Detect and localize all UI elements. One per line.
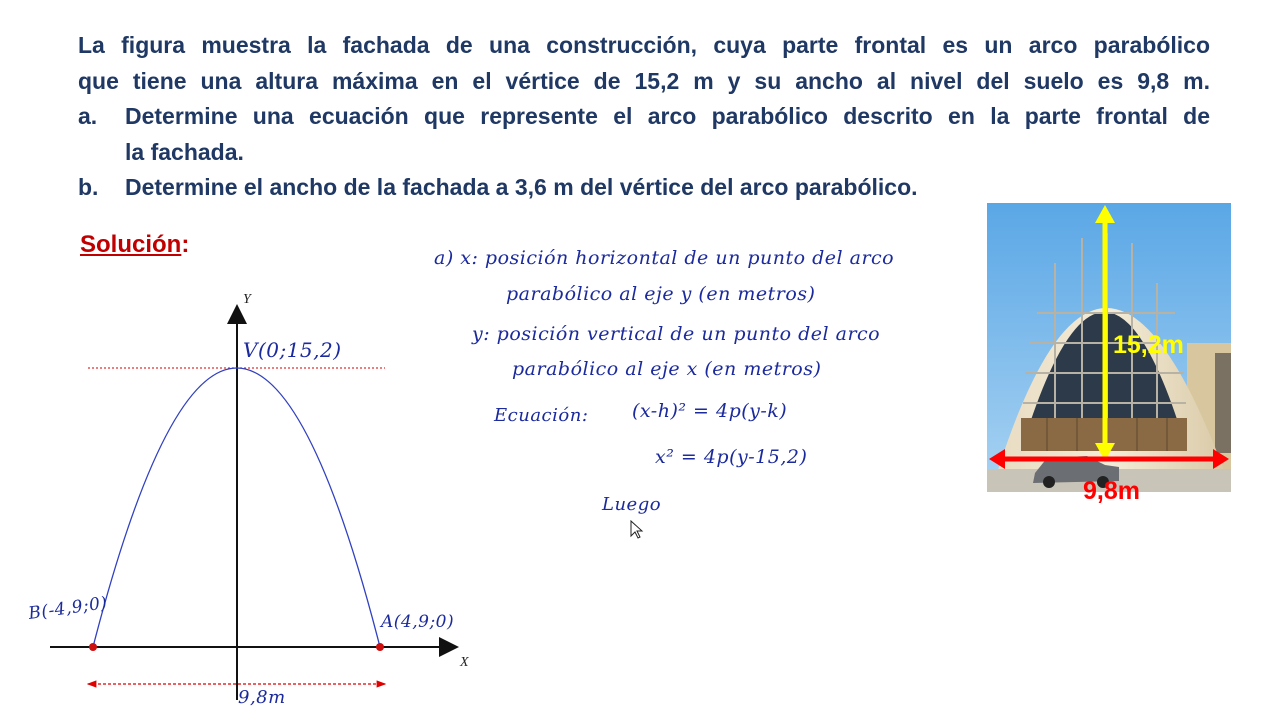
intro-line-2: que tiene una altura máxima en el vértice de 15,2 m y su ancho al nivel del suelo es 9,8 m. <box>78 67 1210 94</box>
item-a-letter: a. <box>78 103 98 129</box>
item-a-line-2: la fachada. <box>125 138 244 165</box>
note-line-2: parabólico al eje y (en metros) <box>506 283 816 305</box>
y-axis-label: Y <box>243 292 251 307</box>
note-line-3: y: posición vertical de un punto del arco <box>472 323 881 345</box>
photo-height-label: 15,2m <box>1113 331 1184 359</box>
intro-line-1: La figura muestra la fachada de una construcción, cuya parte frontal es un arco parabólico <box>78 32 1210 58</box>
item-b-letter: b. <box>78 174 99 200</box>
note-line-4: parabólico al eje x (en metros) <box>512 358 822 380</box>
item-a-line-1: Determine una ecuación que represente el arco parabólico descrito en la parte frontal de <box>125 103 1210 129</box>
note-luego: Luego <box>602 494 662 515</box>
x-axis-label: X <box>460 655 469 670</box>
item-b-text: Determine el ancho de la fachada a 3,6 m del vértice del arco parabólico. <box>125 174 918 200</box>
point-b <box>89 643 97 651</box>
photo-width-label: 9,8m <box>1083 477 1140 505</box>
vertex-label: V(0;15,2) <box>243 338 342 362</box>
point-a <box>376 643 384 651</box>
item-a <box>78 99 1210 170</box>
note-equation-general: (x-h)² = 4p(y-k) <box>632 400 788 422</box>
mouse-cursor-icon <box>630 520 644 540</box>
point-b-label: B(-4,9;0) <box>27 593 109 624</box>
problem-statement <box>78 28 1210 206</box>
solution-colon: : <box>181 231 190 258</box>
solution-label: Solución <box>80 231 182 258</box>
facade-photo <box>987 203 1231 492</box>
solution-heading <box>80 231 189 259</box>
note-equation-specific: x² = 4p(y-15,2) <box>655 446 808 468</box>
problem-intro <box>78 28 1210 99</box>
item-b <box>78 170 1210 206</box>
parabola-curve <box>93 368 380 647</box>
note-equation-label: Ecuación: <box>494 405 589 426</box>
note-line-1: a) x: posición horizontal de un punto del arco <box>434 247 895 269</box>
graph-width-label: 9,8m <box>238 687 286 708</box>
point-a-label: A(4,9;0) <box>381 612 455 632</box>
